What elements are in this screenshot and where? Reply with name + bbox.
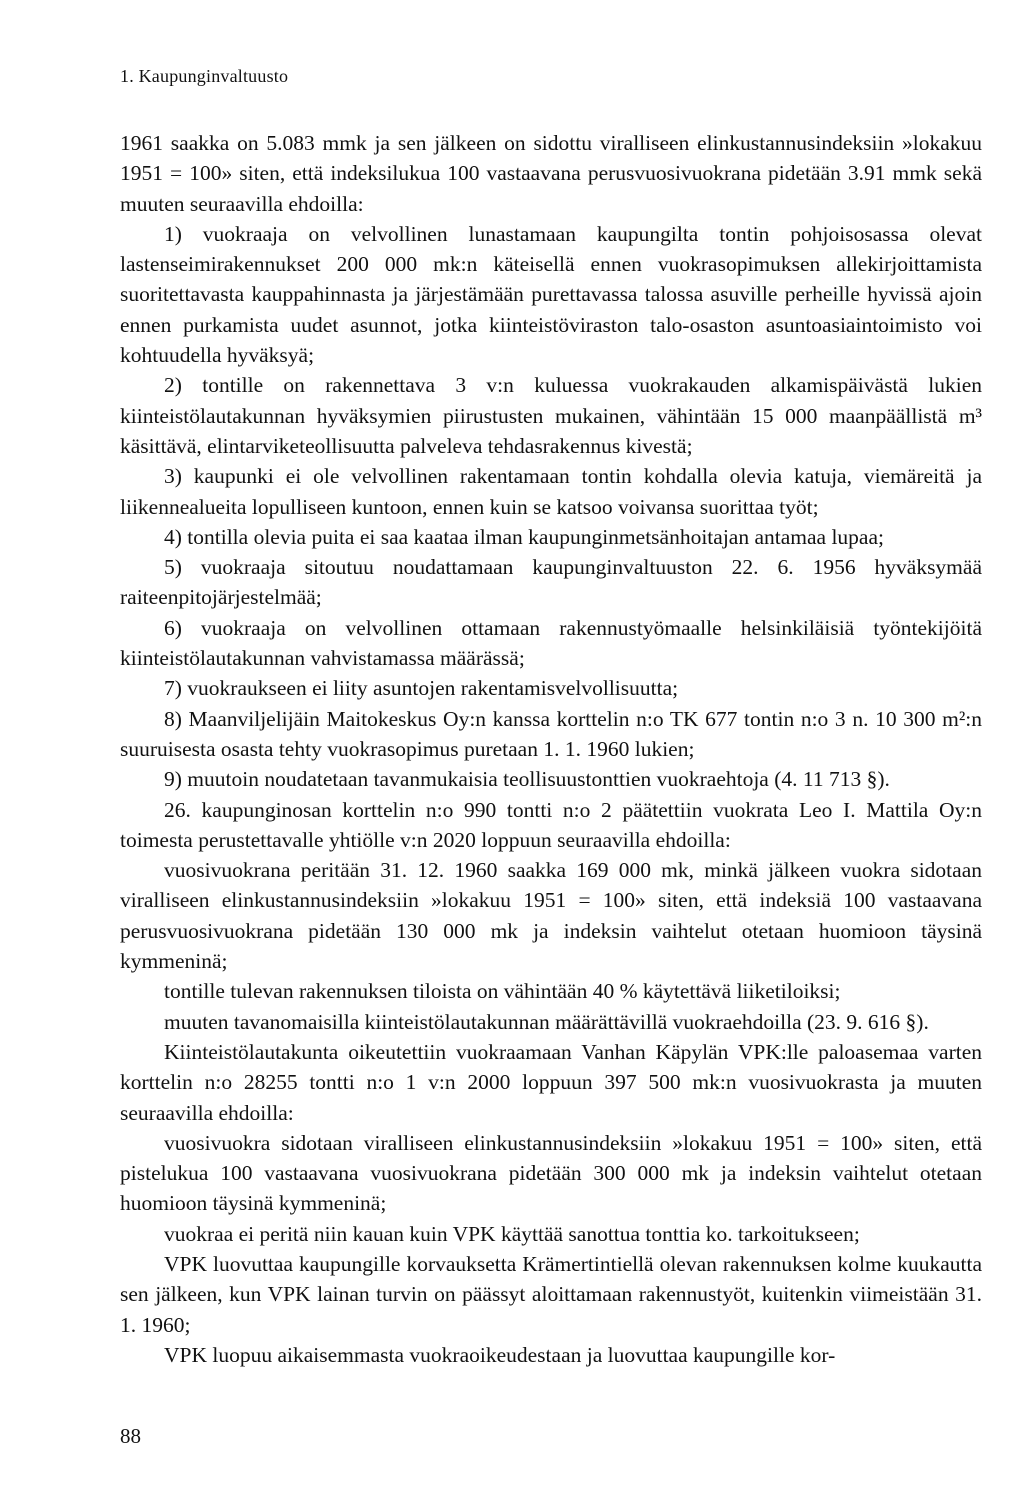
paragraph: tontille tulevan rakennuksen tiloista on vähintään 40 % käytettävä liiketiloiksi; <box>164 979 841 1004</box>
paragraph: VPK luovuttaa kaupungille korvauksetta Krämertintiellä olevan rakennuksen kolme kuukautta sen jälkeen, kun VPK lainan turvin on päässyt aloittamaan rakennustyöt, kuitenkin viimeistään 31. 1. 1960; <box>120 1251 982 1337</box>
paragraph: 3) kaupunki ei ole velvollinen rakentamaan tontin kohdalla olevia katuja, viemäreitä ja liikennealueita lopulliseen kuntoon, ennen kuin se katsoo voivansa suorittaa työt; <box>120 464 982 519</box>
paragraph: VPK luopuu aikaisemmasta vuokraoikeudestaan ja luovuttaa kaupungille kor- <box>164 1342 836 1367</box>
page-number: 88 <box>120 1424 141 1448</box>
paragraph: Kiinteistölautakunta oikeutettiin vuokraamaan Vanhan Käpylän VPK:lle paloasemaa varten korttelin n:o 28255 tontti n:o 1 v:n 2000 loppuun 397 500 mk:n vuosivuokrasta ja muuten seuraavilla ehdoilla: <box>120 1039 982 1125</box>
paragraph: 7) vuokraukseen ei liity asuntojen rakentamisvelvollisuutta; <box>164 676 679 701</box>
paragraph: 2) tontille on rakennettava 3 v:n kuluessa vuokrakauden alkamispäivästä lukien kiinteistölautakunnan hyväksymien piirustusten mukainen, vähintään 15 000 maanpäällistä m³ käsittävä, elintarviketeollisuutta palveleva tehdasrakennus kivestä; <box>120 373 982 458</box>
paragraph: vuosivuokra sidotaan viralliseen elinkustannusindeksiin »lokakuu 1951 = 100» siten, että pistelukua 100 vastaavana vuosivuokrana pidetään 300 000 mk ja indeksin vaihtelut otetaan huomioon täysinä kymmeninä; <box>120 1130 982 1216</box>
paragraph: 8) Maanviljelijäin Maitokeskus Oy:n kanssa korttelin n:o TK 677 tontin n:o 3 n. 10 300 m²:n suuruisesta osasta tehty vuokrasopimus puretaan 1. 1. 1960 lukien; <box>120 706 982 761</box>
paragraph: muuten tavanomaisilla kiinteistölautakunnan määrättävillä vuokraehdoilla (23. 9. 616 §). <box>164 1009 929 1034</box>
paragraph: vuosivuokrana peritään 31. 12. 1960 saakka 169 000 mk, minkä jälkeen vuokra sidotaan viralliseen elinkustannusindeksiin »lokakuu 1951 = 100» siten, että indeksiä 100 vastaavana perusvuosivuokrana pidetään 130 000 mk ja indeksin vaihtelut otetaan huomioon täysinä kymmeninä; <box>120 858 982 974</box>
running-header: 1. Kaupunginvaltuusto <box>120 66 289 86</box>
paragraph: 4) tontilla olevia puita ei saa kaataa ilman kaupunginmetsänhoitajan antamaa lupaa; <box>164 524 884 549</box>
paragraph: 1) vuokraaja on velvollinen lunastamaan kaupungilta tontin pohjoisosassa olevat lastenseimirakennukset 200 000 mk:n käteisellä ennen vuokrasopimuksen allekirjoittamista suoritettavasta kauppahinnasta ja järjestämään purettavassa talossa asuville perheille hyvissä ajoin ennen purkamista uudet asunnot, jotka kiinteistöviraston talo-osaston asuntoasiaintoimisto voi kohtuudella hyväksyä; <box>120 221 982 368</box>
paragraph: vuokraa ei peritä niin kauan kuin VPK käyttää sanottua tonttia ko. tarkoitukseen; <box>164 1221 860 1246</box>
paragraph: 6) vuokraaja on velvollinen ottamaan rakennustyömaalle helsinkiläisiä työntekijöitä kiinteistölautakunnan vahvistamassa määrässä; <box>120 615 982 671</box>
paragraph: 9) muutoin noudatetaan tavanmukaisia teollisuustonttien vuokraehtoja (4. 11 713 §). <box>164 767 890 792</box>
paragraph: 5) vuokraaja sitoutuu noudattamaan kaupunginvaltuuston 22. 6. 1956 hyväksymää raiteenpitojärjestelmää; <box>120 555 982 610</box>
body-text <box>120 128 982 1370</box>
paragraph: 1961 saakka on 5.083 mmk ja sen jälkeen on sidottu viralliseen elinkustannusindeksiin »lokakuu 1951 = 100» siten, että indeksilukua 100 vastaavana perusvuosivuokrana pidetään 3.91 mmk sekä muuten seuraavilla ehdoilla: <box>120 131 982 216</box>
paragraph: 26. kaupunginosan korttelin n:o 990 tontti n:o 2 päätettiin vuokrata Leo I. Mattila Oy:n toimesta perustettavalle yhtiölle v:n 2020 loppuun seuraavilla ehdoilla: <box>120 797 982 852</box>
